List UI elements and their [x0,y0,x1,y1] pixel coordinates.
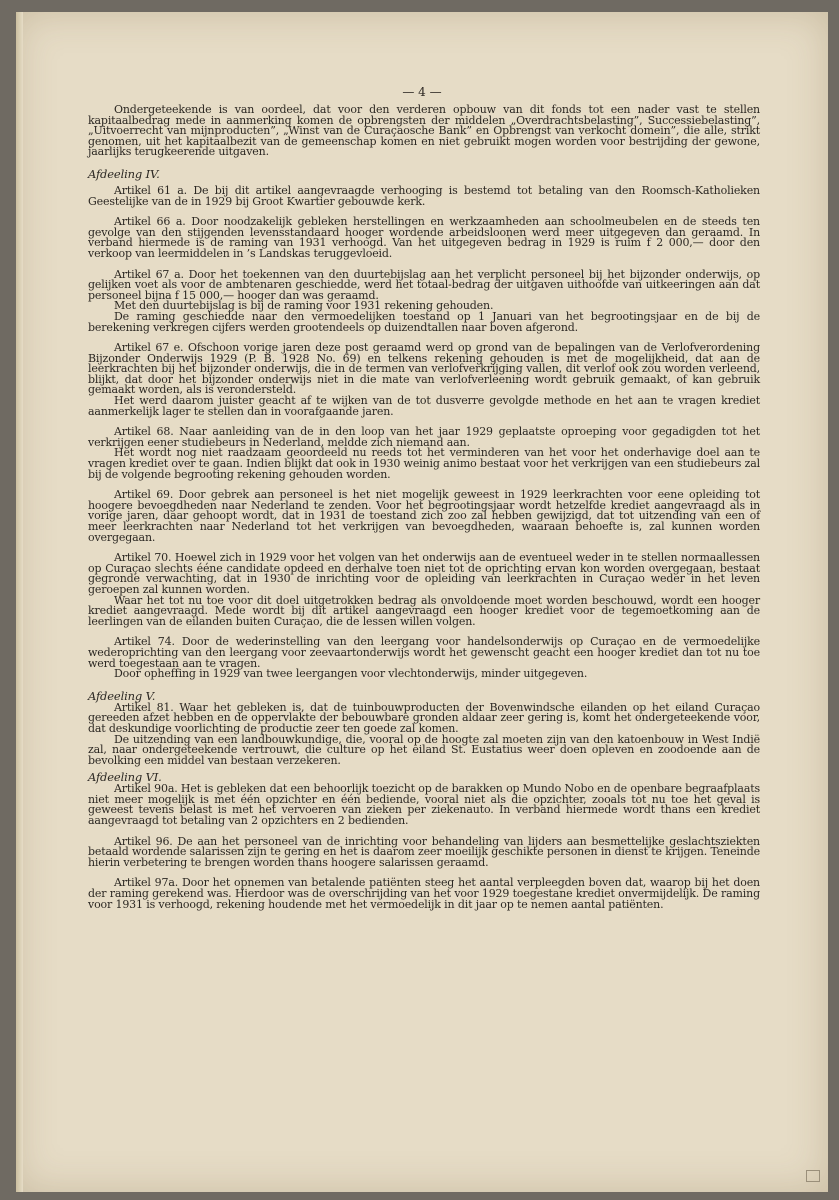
paragraph-artikel-70: Artikel 70. Hoewel zich in 1929 voor het volgen van het onderwijs aan de eventueel weder in te stellen normaallessen op Curaçao slechts ééne candidate opdeed en derhalve toen niet tot de oprichting ervan kon worden overgegaan, bestaat gegronde verwachting, dat in 1930 de inrichting voor de opleiding van leerkrachten in Curaçao weder in het leven geroepen zal kunnen worden. [88,551,760,596]
paragraph-artikel-96: Artikel 96. De aan het personeel van de inrichting voor behandeling van lijders aan besmettelijke geslachtsziekten betaald wordende salarissen zijn te gering en het is daarom zeer moeilijk geschikte personen in dienst te krijgen. Teneinde hierin verbetering te brengen worden thans hoogere salarissen geraamd. [88,834,760,869]
paragraph-raming: De raming geschiedde naar den vermoedelijken toestand op 1 Januari van het begrootingsjaar en de bij de berekening verkregen cijfers werden grootendeels op duizendtallen naar boven afgerond. [88,309,760,334]
page-number: — 4 — [402,85,442,99]
paragraph-artikel-90a: Artikel 90a. Het is gebleken dat een behoorlijk toezicht op de barakken op Mundo Nobo en de openbare begraafplaats niet meer mogelijk is met één opzichter en één bediende, vooral niet als die opzichter, zooals tot nu toe het geval is geweest tevens belast is met het vervoeren van zieken per ziekenauto. In verband hiermede wordt thans een krediet aangevraagd tot betaling van 2 opzichters en 2 bedienden. [88,782,760,828]
section-heading-afdeeling-vi: Afdeeling VI. [88,770,162,785]
paragraph-artikel-66a: Artikel 66 a. Door noodzakelijk gebleken herstellingen en werkzaamheden aan schoolmeubelen en de steeds ten gevolge van den stijgenden levensstandaard hooger wordende arbeidsloonen werd meer uitgegeven dan geraamd. In verband hiermede is de raming van 1931 verhoogd. Van het uitgegeven bedrag in 1929 is ruim f 2 000,— door den verkoop van leermiddelen in ’s Landskas teruggevloeid. [88,215,760,260]
paragraph-methode: Het werd daarom juister geacht af te wijken van de tot dusverre gevolgde methode en het aan te vragen krediet aanmerkelijk lager te stellen dan in voorafgaande jaren. [88,394,760,418]
paragraph-artikel-74: Artikel 74. Door de wederinstelling van den leergang voor handelsonderwijs op Curaçao en de vermoedelijke wederoprichting van den leergang voor zeevaartonderwijs wordt het gewenscht geacht een hooger krediet dan tot nu toe werd toegestaan aan te vragen. [88,635,760,670]
paragraph-landbouwkundige: De uitzending van een landbouwkundige, die, vooral op de hoogte zal moeten zijn van den katoenbouw in West Indië zal, naar ondergeteekende vertrouwt, die culture op het eiland St. Eustatius weer doen opleven en zoodoende aan de bevolking een middel van bestaan verzekeren. [88,732,760,767]
section-heading-afdeeling-iv: Afdeeling IV. [88,166,160,181]
paragraph-vlechtonderwijs: Door opheffing in 1929 van twee leergangen voor vlechtonderwijs, minder uitgegeven. [114,667,588,681]
paragraph-artikel-81: Artikel 81. Waar het gebleken is, dat de tuinbouwproducten der Bovenwindsche eilanden op het eiland Curaçao gereeden afzet hebben en de oppervlakte der bebouwbare gronden aldaar zeer gering is, komt het ondergeteekende voor, dat deskundige voorlichting de productie zeer ten goede zal komen. [88,700,760,735]
paragraph-artikel-67a: Artikel 67 a. Door het toekennen van den duurtebijslag aan het verplicht personeel bij het bijzonder onderwijs, op gelijken voet als voor de ambtenaren geschiedde, werd het totaal-bedrag der uitgaven uithoofde van uitkeeringen aan dat personeel bijna f 15 000,— hooger dan was geraamd. [88,267,760,302]
page-edge-shadow [16,12,23,1192]
paragraph-artikel-97a: Artikel 97a. Door het opnemen van betalende patiënten steeg het aantal verpleegden boven dat, waarop bij het doen der raming gerekend was. Hierdoor was de overschrijding van het voor 1929 toegestane krediet onvermijdelijk. De raming voor 1931 is verhoogd, rekening houdende met het vermoedelijk in dit jaar op te nemen aantal patiënten. [88,876,760,911]
paragraph-artikel-69: Artikel 69. Door gebrek aan personeel is het niet mogelijk geweest in 1929 leerkrachten voor eene opleiding tot hoogere bevoegdheden naar Nederland te zenden. Voor het begrootingsjaar wordt hetzelfde krediet aangevraagd als in vorige jaren, daar gehoopt wordt, dat in 1931 de toestand zich zoo zal hebben gewijzigd, dat tot uitzending van een of meer leerkrachten naar Nederland tot het verkrijgen van bevoegdheden, waaraan behoefte is, zal kunnen worden overgegaan. [88,488,760,544]
paragraph-studiebeurs: Het wordt nog niet raadzaam geoordeeld nu reeds tot het verminderen van het voor het onderhavige doel aan te vragen krediet over te gaan. Indien blijkt dat ook in 1930 weinig animo bestaat voor het verkrijgen van een studiebeurs zal bij de volgende begrooting rekening gehouden worden. [88,446,760,481]
paragraph-duurtebijslag: Met den duurtebijslag is bij de raming voor 1931 rekening gehouden. [114,299,494,313]
paragraph-fonds: Ondergeteekende is van oordeel, dat voor den verderen opbouw van dit fonds tot een nader vast te stellen kapitaalbedrag mede in aanmerking komen de opbrengsten der middelen „Overdrachtsbelasting”, Successiebelasting”, „Uitvoerrecht van mijnproducten”, „Winst van de Curaçaosche Bank” en Opbrengst van verkocht domein”, die alle, strikt genomen, uit het kapitaalbezit van de gemeenschap komen en niet gebruikt mogen worden voor bestrijding der gewone, jaarlijks terugkeerende uitgaven. [88,103,760,159]
paragraph-artikel-67e: Artikel 67 e. Ofschoon vorige jaren deze post geraamd werd op grond van de bepalingen van de Verlofverordening Bijzonder Onderwijs 1929 (P. B. 1928 No. 69) en telkens rekening gehouden is met de mogelijkheid, dat aan de leerkrachten bij het bijzonder onderwijs, die in de termen van verlofverkrijging vallen, dit verlof ook zou worden verleend, blijkt, dat door het bijzonder onderwijs niet in die mate van verlofverleening wordt gebruik gemaakt, of kan gebruik gemaakt worden, als is verondersteld. [88,341,760,397]
section-heading-afdeeling-v: Afdeeling V. [88,688,156,703]
document-body [88,105,760,910]
paragraph-artikel-61a: Artikel 61 a. De bij dit artikel aangevraagde verhooging is bestemd tot betaling van den Roomsch-Katholieken Geestelijke van de in 1929 bij Groot Kwartier gebouwde kerk. [88,183,760,208]
corner-mark [806,1170,820,1182]
document-page [16,12,828,1192]
paragraph-hooger-krediet: Waar het tot nu toe voor dit doel uitgetrokken bedrag als onvoldoende moet worden beschouwd, wordt een hooger krediet aangevraagd. Mede wordt bij dit artikel aangevraagd een hooger krediet voor de tegemoetkoming aan de leerlingen van de eilanden buiten Curaçao, die de lessen willen volgen. [88,593,760,628]
paragraph-artikel-68: Artikel 68. Naar aanleiding van de in den loop van het jaar 1929 geplaatste oproeping voor gegadigden tot het verkrijgen eener studiebeurs in Nederland, meldde zich niemand aan. [88,425,760,449]
